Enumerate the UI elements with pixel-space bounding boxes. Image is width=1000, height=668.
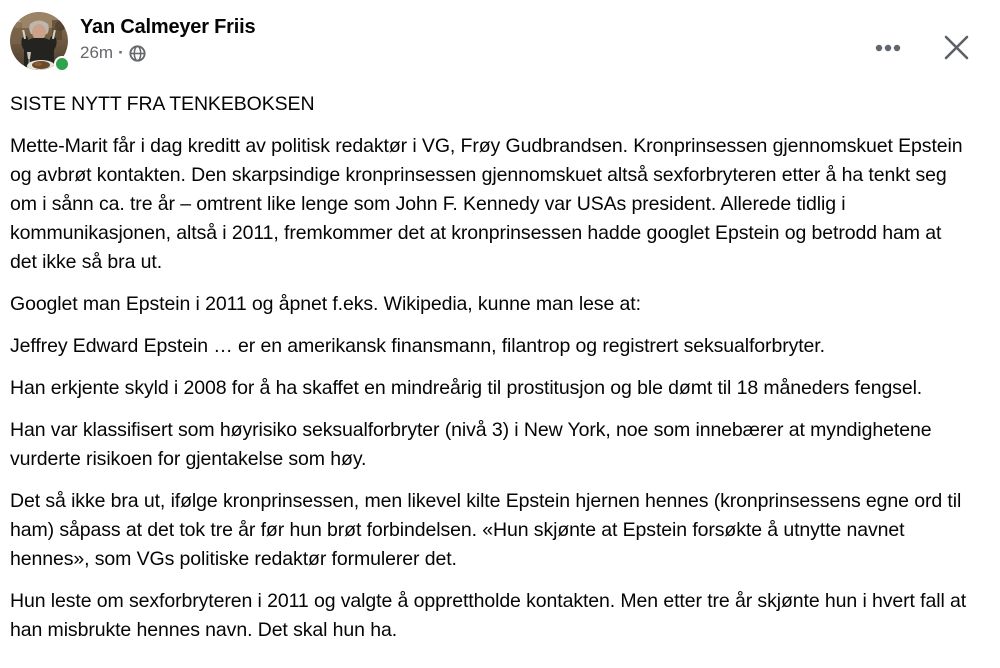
close-icon	[943, 34, 970, 61]
post-paragraph: Det så ikke bra ut, ifølge kronprinsessen, men likevel kilte Epstein hjernen hennes (kronprinsessens egne ord til ham) såpass at det tok tre år før hun brøt forbindelsen. «Hun skjønte at Epstein forsøkte å utnytte navnet hennes», som VGs politiske redaktør formulerer det.	[10, 490, 962, 570]
header-actions	[871, 30, 974, 65]
post-header	[10, 8, 988, 74]
header-text	[80, 12, 255, 63]
post-body	[10, 90, 988, 645]
post-paragraph: Jeffrey Edward Epstein … er en amerikansk finansmann, filantrop og registrert seksualforbryter.	[10, 335, 825, 357]
post-paragraph: Hun leste om sexforbryteren i 2011 og valgte å opprettholde kontakten. Men etter tre år skjønte hun i hvert fall at han misbrukte hennes navn. Det skal hun ha.	[10, 590, 967, 641]
close-button[interactable]	[939, 30, 974, 65]
post-meta	[80, 43, 255, 63]
active-status-dot	[54, 56, 70, 72]
globe-icon	[129, 45, 146, 62]
avatar[interactable]	[10, 12, 68, 70]
post-paragraph: Han erkjente skyld i 2008 for å ha skaffet en mindreårig til prostitusjon og ble dømt til 18 måneders fengsel.	[10, 377, 923, 399]
timestamp[interactable]: 26m	[80, 43, 114, 62]
post-paragraph: Han var klassifisert som høyrisiko seksualforbryter (nivå 3) i New York, noe som innebærer at myndighetene vurderte risikoen for gjentakelse som høy.	[10, 419, 932, 470]
post-paragraph: SISTE NYTT FRA TENKEBOKSEN	[10, 93, 315, 115]
author-name[interactable]: Yan Calmeyer Friis	[80, 16, 256, 38]
ellipsis-icon	[875, 43, 901, 53]
post-paragraph: Mette-Marit får i dag kreditt av politisk redaktør i VG, Frøy Gudbrandsen. Kronprinsessen gjennomskuet Epstein og avbrøt kontakten. Den skarpsindige kronprinsessen gjennomskuet altså sexforbryteren etter å ha tenkt seg om i sånn ca. tre år – omtrent like lenge som John F. Kennedy var USAs president. Allerede tidlig i kommunikasjonen, altså i 2011, fremkommer det at kronprinsessen hadde googlet Epstein og betrodd ham at det ikke så bra ut.	[10, 135, 963, 273]
post-paragraph: Googlet man Epstein i 2011 og åpnet f.eks. Wikipedia, kunne man lese at:	[10, 293, 641, 315]
more-options-button[interactable]	[871, 39, 905, 57]
meta-separator: ·	[118, 43, 124, 62]
